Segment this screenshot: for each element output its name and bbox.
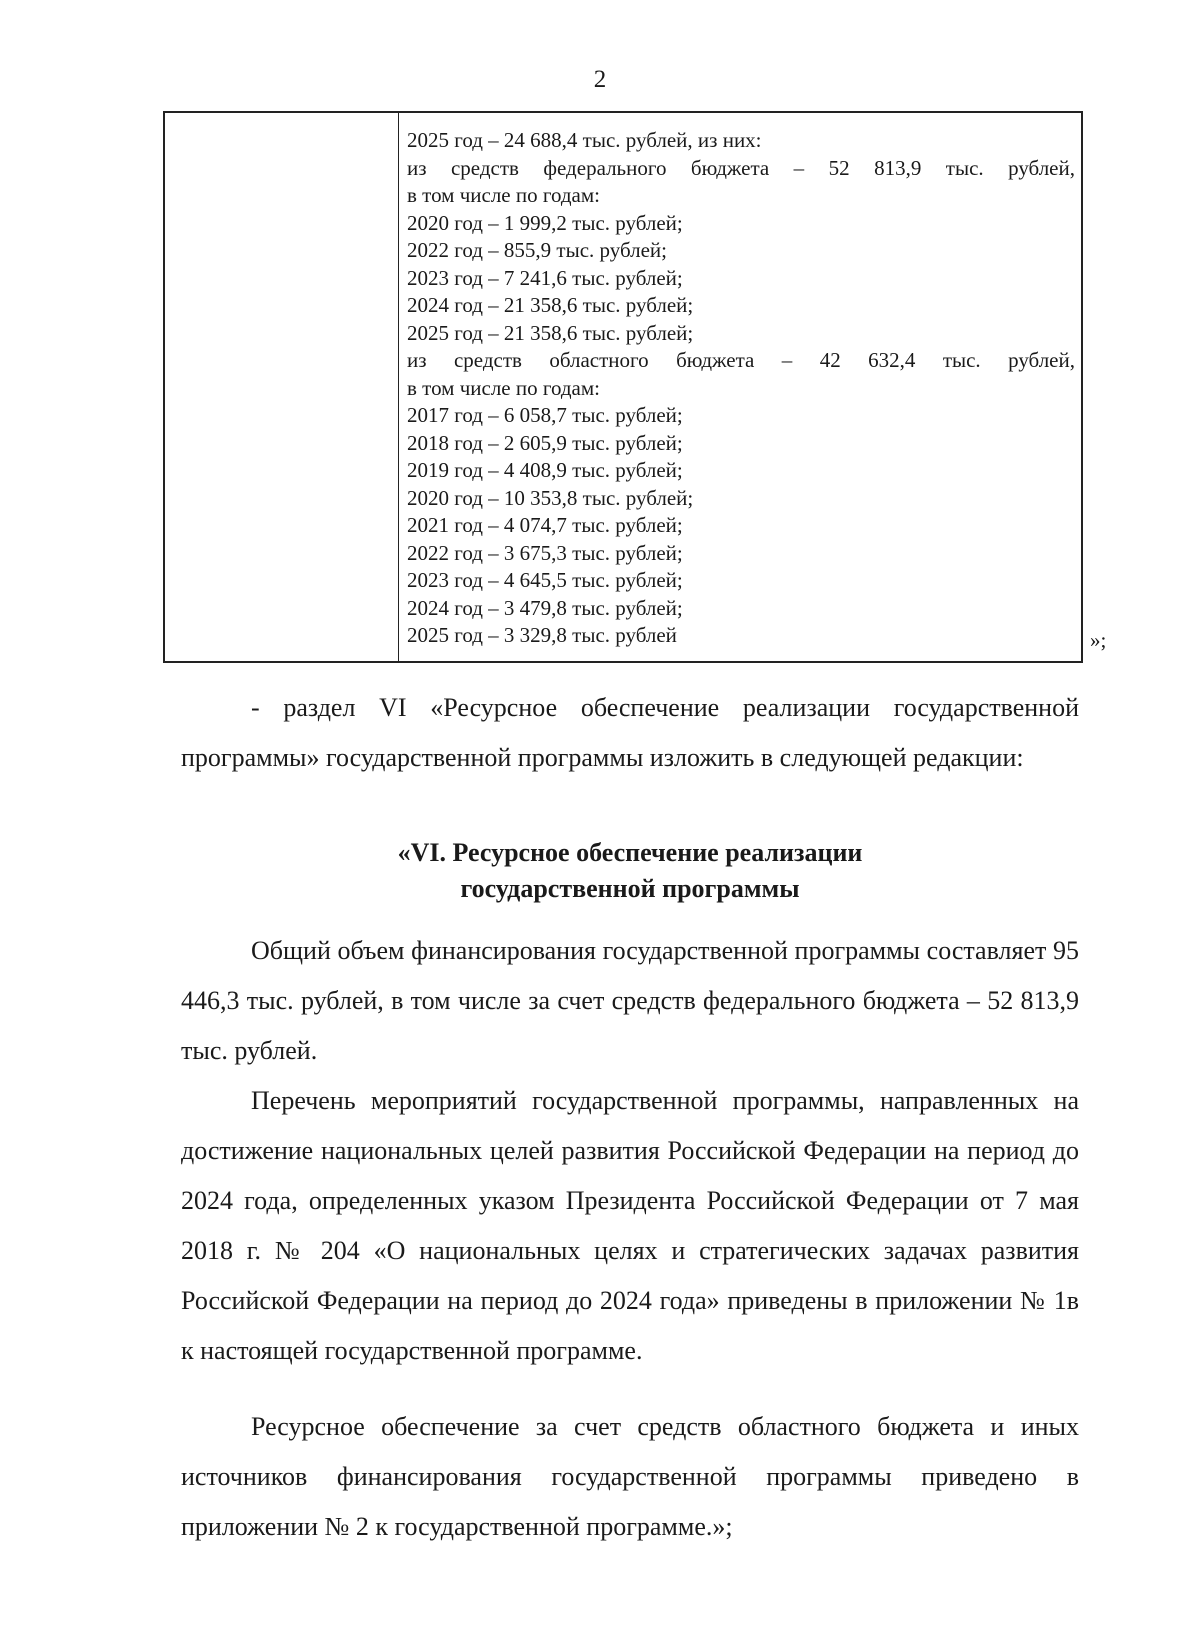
section-title-line-2: государственной программы bbox=[460, 874, 800, 903]
paragraph-total-financing: Общий объем финансирования государственной программы составляет 95 446,3 тыс. рублей, в том числе за счет средств федерального бюджета – 52 813,9 тыс. рублей. bbox=[181, 936, 1079, 1065]
paragraph-resource-provision: Ресурсное обеспечение за счет средств областного бюджета и иных источников финансирования государственной программы приведено в приложении № 2 к государственной программе.»; bbox=[181, 1412, 1079, 1541]
table-line: 2020 год – 1 999,2 тыс. рублей; bbox=[407, 210, 683, 235]
table-line: 2023 год – 4 645,5 тыс. рублей; bbox=[407, 568, 683, 592]
table-line: из средств федерального бюджета – 52 813,9 тыс. рублей, bbox=[407, 155, 1075, 180]
table-line: 2022 год – 855,9 тыс. рублей; bbox=[407, 238, 668, 262]
financing-table bbox=[163, 111, 1083, 663]
table-line: 2025 год – 3 329,8 тыс. рублей bbox=[407, 623, 677, 647]
page-number: 2 bbox=[593, 66, 607, 93]
table-line: 2024 год – 3 479,8 тыс. рублей; bbox=[407, 595, 683, 620]
table-line: 2025 год – 21 358,6 тыс. рублей; bbox=[407, 320, 694, 345]
amendment-intro: - раздел VI «Ресурсное обеспечение реализации государственной программы» государственной программы изложить в следующей редакции: bbox=[181, 693, 1079, 772]
table-right-cell bbox=[399, 113, 1081, 661]
table-left-cell bbox=[165, 113, 399, 661]
table-line: 2021 год – 4 074,7 тыс. рублей; bbox=[407, 513, 683, 537]
table-line: в том числе по годам: bbox=[407, 375, 600, 400]
table-line: 2019 год – 4 408,9 тыс. рублей; bbox=[407, 458, 683, 482]
section-title-line-1: «VI. Ресурсное обеспечение реализации bbox=[397, 838, 863, 867]
paragraph-measures-list: Перечень мероприятий государственной программы, направленных на достижение национальных целей развития Российской Федерации на период до 2024 года, определенных указом Президента Российской Федерации от 7 мая 2018 г. № 204 «О национальных целях и стратегических задачах развития Российской Федерации на период до 2024 года» приведены в приложении № 1в к настоящей государственной программе. bbox=[181, 1086, 1079, 1365]
table-line: 2020 год – 10 353,8 тыс. рублей; bbox=[407, 485, 694, 510]
table-line: в том числе по годам: bbox=[407, 183, 600, 207]
table-line: 2024 год – 21 358,6 тыс. рублей; bbox=[407, 293, 694, 317]
table-line: 2023 год – 7 241,6 тыс. рублей; bbox=[407, 265, 683, 290]
table-line: 2022 год – 3 675,3 тыс. рублей; bbox=[407, 540, 683, 565]
table-line: 2018 год – 2 605,9 тыс. рублей; bbox=[407, 430, 683, 455]
table-line: 2025 год – 24 688,4 тыс. рублей, из них: bbox=[407, 128, 762, 152]
section-title bbox=[0, 835, 1200, 907]
table-line: из средств областного бюджета – 42 632,4 тыс. рублей, bbox=[407, 348, 1075, 372]
table-line: 2017 год – 6 058,7 тыс. рублей; bbox=[407, 403, 683, 427]
table-closing-quote: »; bbox=[1090, 628, 1107, 652]
